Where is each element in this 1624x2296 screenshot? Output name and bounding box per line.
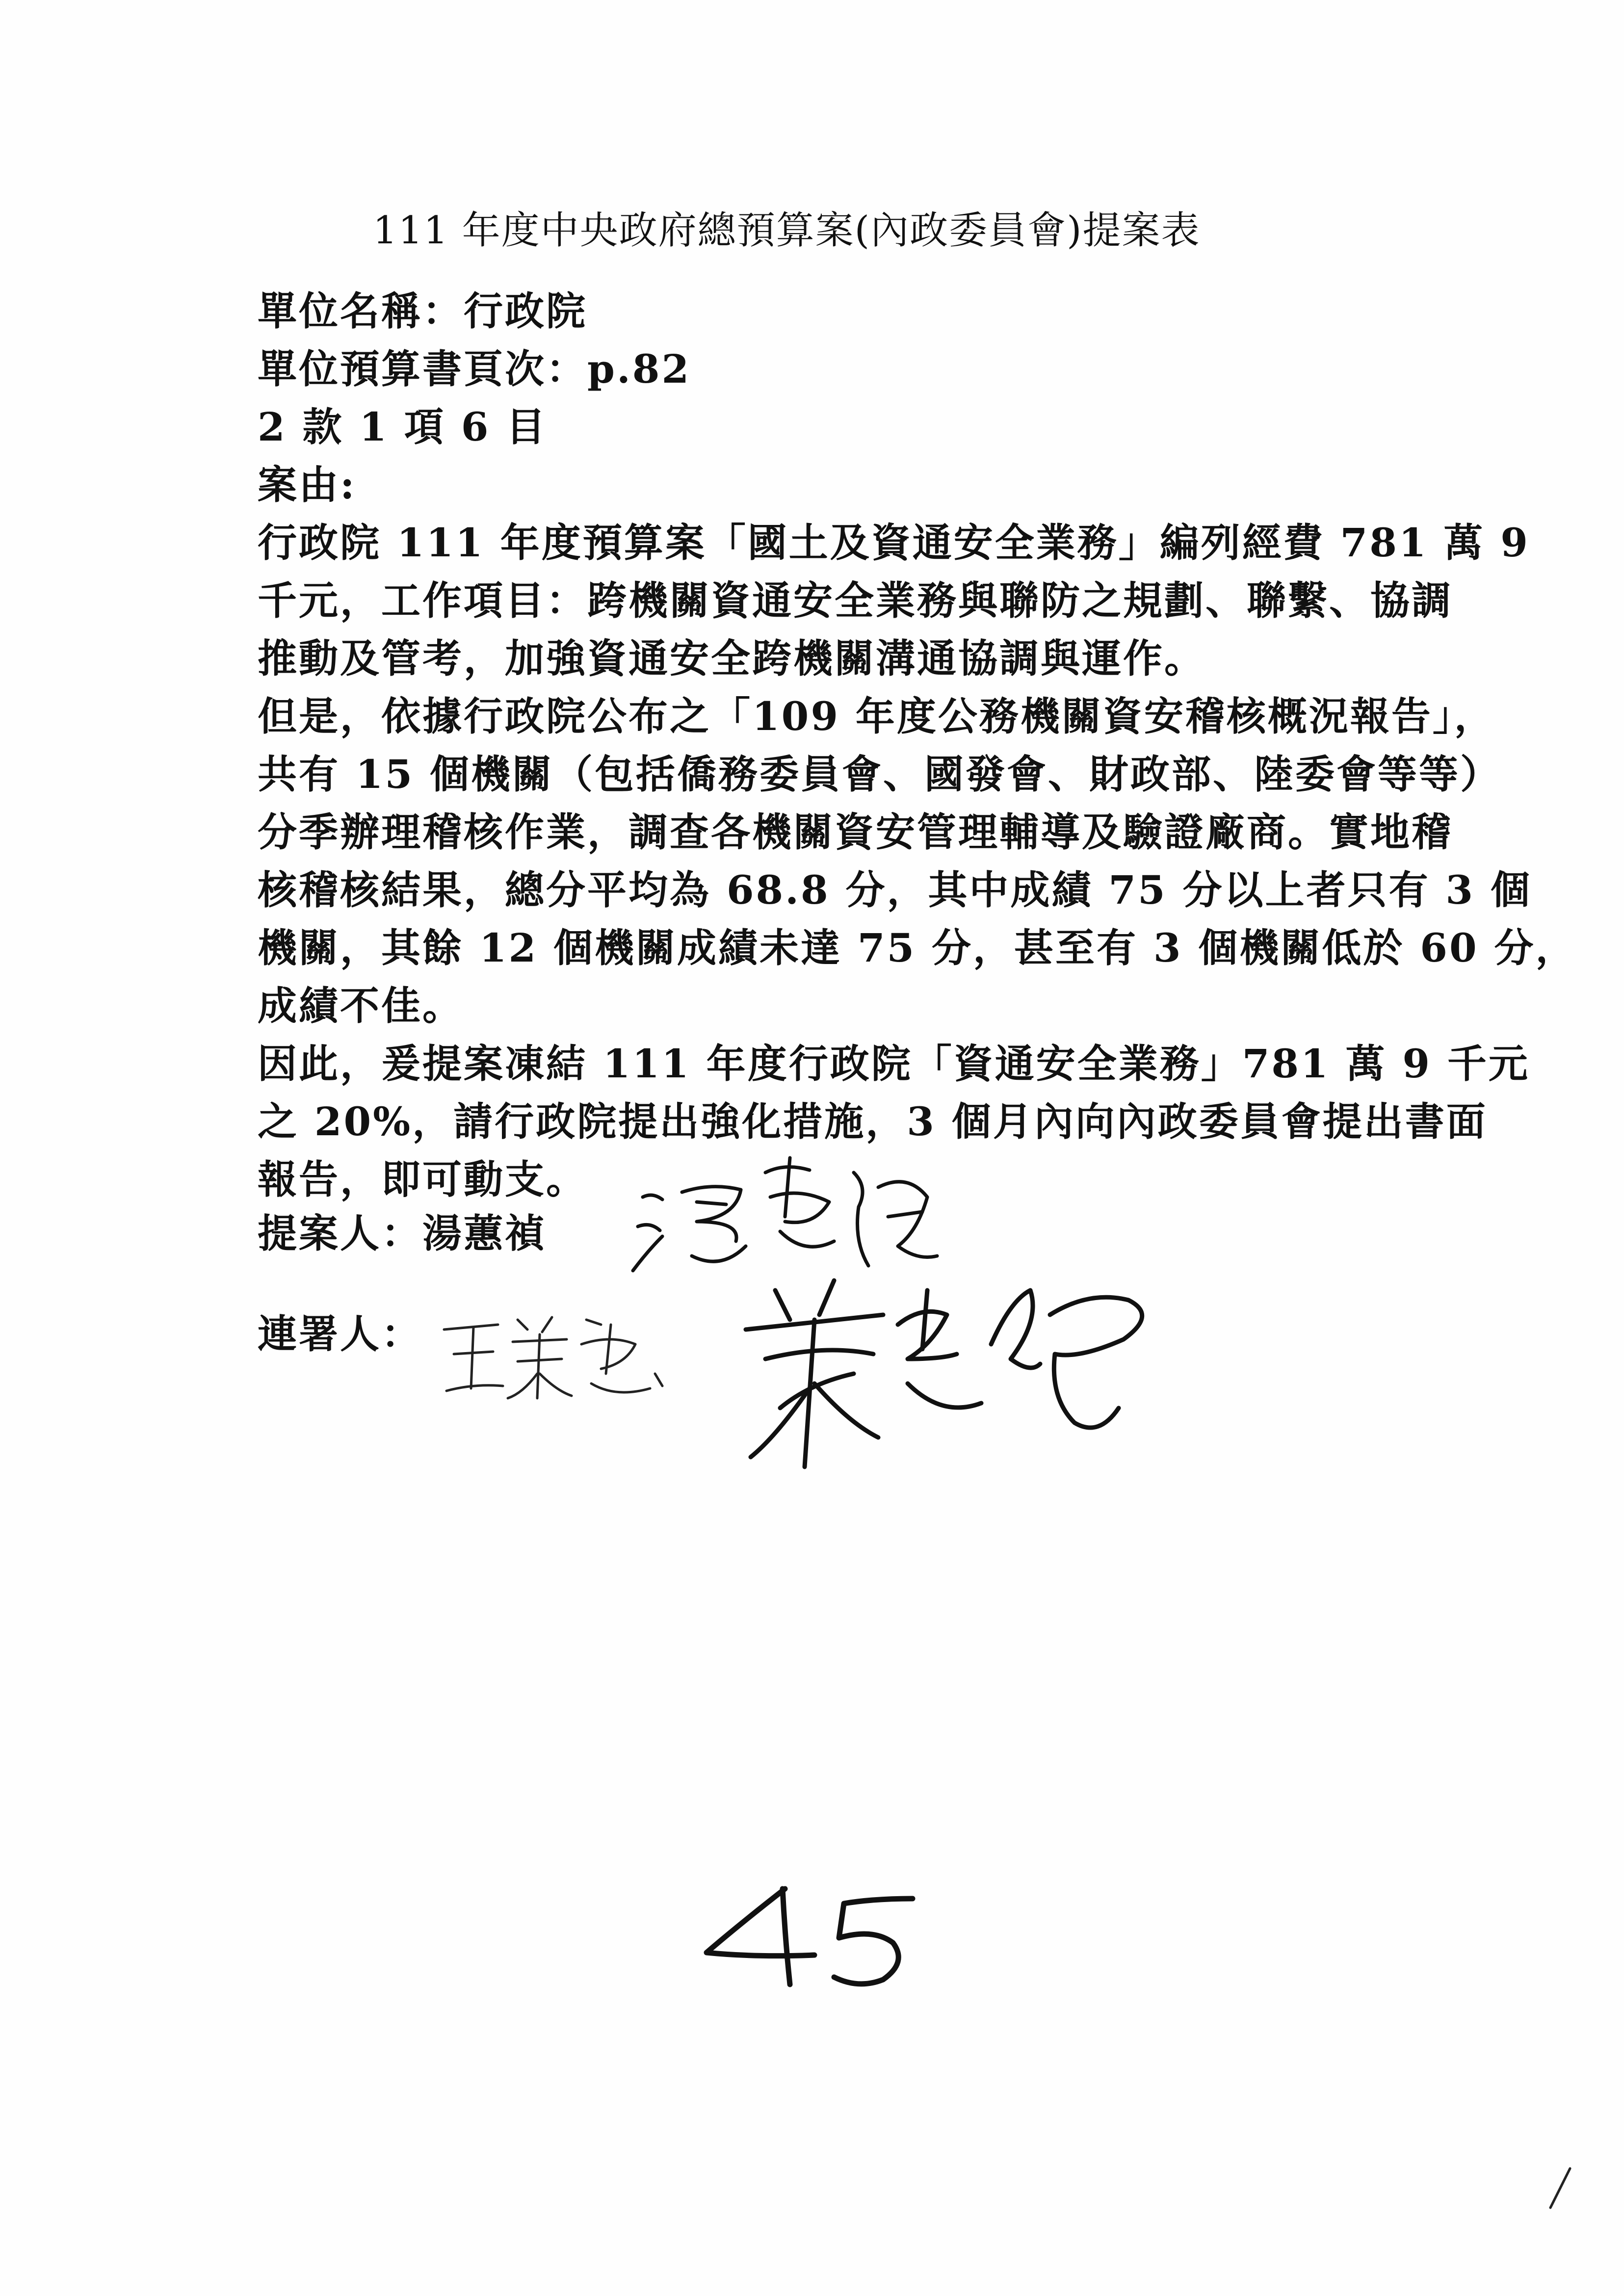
paragraph-line: 成績不佳。 <box>258 983 464 1029</box>
cosigner-line <box>258 1305 422 1363</box>
paragraph-line: 核稽核結果，總分平均為 68.8 分，其中成績 75 分以上者只有 3 個 <box>258 867 1532 913</box>
page-number <box>697 1879 932 1997</box>
paragraph-line: 機關，其餘 12 個機關成績未達 75 分，甚至有 3 個機關低於 60 分， <box>258 925 1577 971</box>
cosigner-label: 連署人： <box>258 1311 422 1357</box>
edge-pen-mark <box>1541 2159 1580 2218</box>
reason-label: 案由: <box>258 462 357 508</box>
unit-name-line <box>258 282 1533 340</box>
paragraph-line: 行政院 111 年度預算案「國土及資通安全業務」編列經費 781 萬 9 <box>258 520 1530 566</box>
unit-name-value: 行政院 <box>464 288 587 334</box>
paragraph-line: 之 20%，請行政院提出強化措施，3 個月內向內政委員會提出書面 <box>258 1098 1488 1145</box>
document-title: 111 年度中央政府總預算案(內政委員會)提案表 <box>373 209 1201 253</box>
paragraph-line: 但是，依據行政院公布之「109 年度公務機關資安稽核概況報告」， <box>258 693 1495 739</box>
paragraph-line: 千元，工作項目：跨機關資通安全業務與聯防之規劃、聯繫、協調 <box>258 577 1453 624</box>
cosigner-signature-1 <box>439 1300 670 1408</box>
document-body <box>258 282 1577 1208</box>
proposer-label: 提案人： <box>258 1210 422 1256</box>
unit-name-label: 單位名稱： <box>258 288 464 334</box>
paragraph-line: 因此，爰提案凍結 111 年度行政院「資通安全業務」781 萬 9 千元 <box>258 1041 1530 1087</box>
cosigner-signature-2 <box>736 1261 1163 1477</box>
paragraph-line: 報告，即可動支。 <box>258 1156 587 1202</box>
paragraph-line: 分季辦理稽核作業，調查各機關資安管理輔導及驗證廠商。實地稽 <box>258 809 1453 855</box>
item-reference: 2 款 1 項 6 目 <box>258 404 548 450</box>
budget-page-label: 單位預算書頁次： <box>258 346 587 392</box>
proposer-name: 湯蕙禎 <box>422 1210 546 1256</box>
paragraph-line: 共有 15 個機關（包括僑務委員會、國發會、財政部、陸委會等等） <box>258 751 1502 797</box>
proposer-line <box>258 1204 546 1262</box>
budget-page-line <box>258 340 1533 398</box>
budget-page-value: p.82 <box>587 346 691 392</box>
paragraph-line: 推動及管考，加強資通安全跨機關溝通協調與運作。 <box>258 635 1205 681</box>
